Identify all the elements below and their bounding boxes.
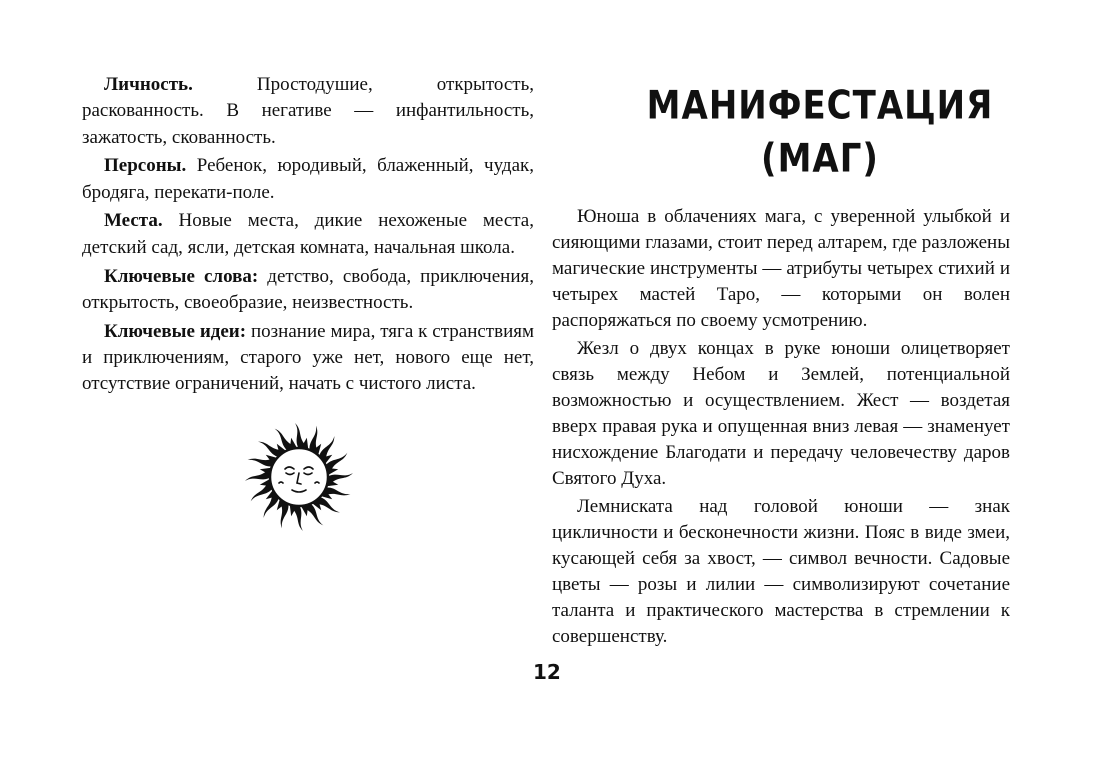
text-key-ideas: познание мира, тяга к странствиям и приключениям, старого уже нет, нового еще нет, отсутствие ограничений, начать с чистого листа. [82,320,534,395]
term-places: Места. [104,210,163,232]
paragraph-keywords [82,264,534,317]
text-keywords: детство, свобода, приключения, открытость, своеобразие, неизвестность. [82,265,534,313]
paragraph-personas [82,153,534,206]
paragraph-lemniscate: Лемниската над головой юноши — знак цикличности и бесконечности жизни. Пояс в виде змеи, кусающей себя за хвост, — символ вечности. Садовые цветы — розы и лилии — символизируют сочетание таланта и практического мастерства в стремлении к совершенству. [552,495,1010,647]
chapter-title-line2: (МАГ) [761,136,879,182]
right-page [547,0,1093,768]
paragraph-places [82,208,534,261]
term-personality: Личность. [104,74,193,95]
term-key-ideas: Ключевые идеи: [104,320,247,342]
chapter-title-line1: МАНИФЕСТАЦИЯ [646,83,994,129]
left-page [0,0,546,768]
sun-face-icon [240,412,358,542]
left-text-column [82,72,534,400]
paragraph-wand: Жезл о двух концах в руке юноши олицетворяет связь между Небом и Землей, потенциальной возможностью и осуществлением. Жест — воздетая вверх правая рука и опущенная вниз левая — знаменует нисхождение Благодати и передачу человечеству даров Святого Духа. [552,338,1010,489]
text-personality: Простодушие, открытость, раскованность. В негативе — инфантильность, зажатость, скованность. [82,74,534,148]
right-text-column [552,204,1010,652]
text-places: Новые места, дикие нехоженые места, детский сад, ясли, детская комната, начальная школа. [82,210,534,258]
term-keywords: Ключевые слова: [104,265,259,287]
text-personas: Ребенок, юродивый, блаженный, чудак, бродяга, перекати-поле. [82,155,534,203]
page-number: 12 [533,660,561,684]
paragraph-personality [82,72,534,151]
paragraph-youth: Юноша в облачениях мага, с уверенной улыбкой и сияющими глазами, стоит перед алтарем, где разложены магические инструменты — атрибуты четырех стихий и четырех мастей Таро, — которыми он волен распоряжаться по своему усмотрению. [552,206,1010,331]
term-personas: Персоны. [104,155,187,177]
paragraph-key-ideas [82,319,534,398]
